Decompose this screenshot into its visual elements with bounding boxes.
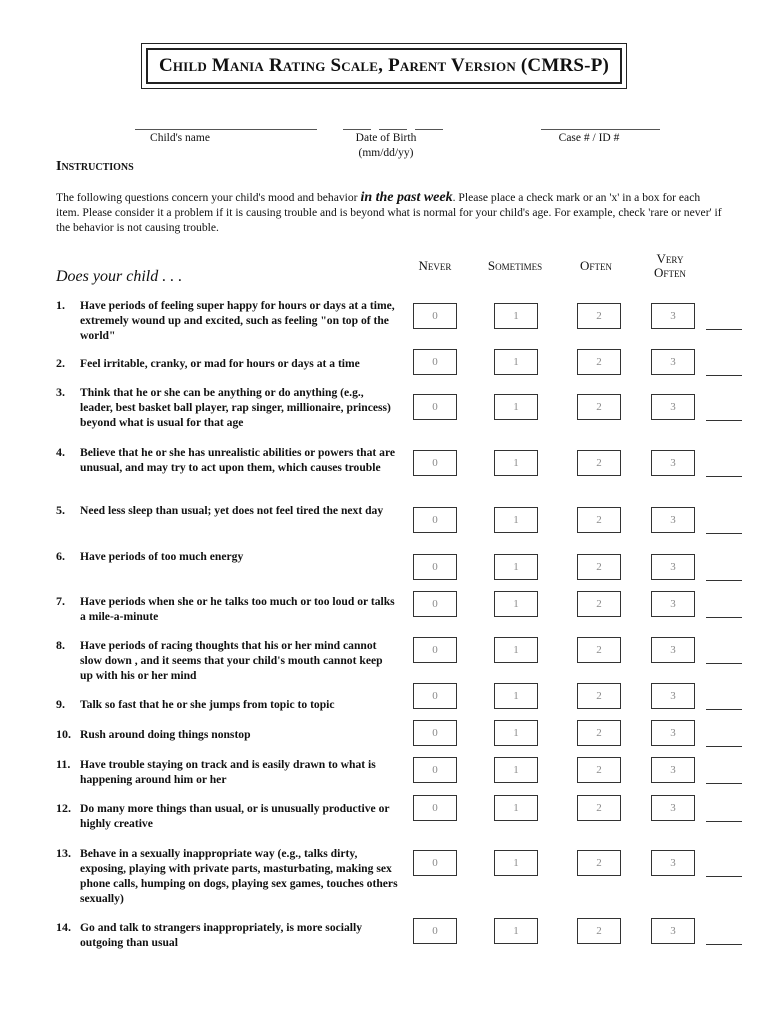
response-box-very-often[interactable]: 3 xyxy=(651,394,695,420)
response-box-often[interactable]: 2 xyxy=(577,450,621,476)
item-number: 3. xyxy=(56,385,65,399)
response-box-never[interactable]: 0 xyxy=(413,349,457,375)
item-number: 5. xyxy=(56,503,65,517)
response-box-never[interactable]: 0 xyxy=(413,683,457,709)
item-text: Have periods of feeling super happy for hours or days at a time, extremely wound up and excited, such as feeling "on top of the world" xyxy=(80,299,395,342)
case-id-line[interactable] xyxy=(541,129,660,130)
item-text: Feel irritable, cranky, or mad for hours or days at a time xyxy=(80,357,360,370)
response-box-sometimes[interactable]: 1 xyxy=(494,720,538,746)
response-box-never[interactable]: 0 xyxy=(413,394,457,420)
response-box-often[interactable]: 2 xyxy=(577,795,621,821)
response-box-never[interactable]: 0 xyxy=(413,554,457,580)
response-box-sometimes[interactable]: 1 xyxy=(494,757,538,783)
item-text: Have periods of too much energy xyxy=(80,550,244,563)
dob-day-line[interactable] xyxy=(379,129,407,130)
score-blank-line[interactable] xyxy=(706,821,742,822)
response-box-often[interactable]: 2 xyxy=(577,394,621,420)
response-box-very-often[interactable]: 3 xyxy=(651,507,695,533)
instructions-emphasis: in the past week xyxy=(360,190,453,205)
response-box-often[interactable]: 2 xyxy=(577,850,621,876)
response-box-never[interactable]: 0 xyxy=(413,918,457,944)
response-box-very-often[interactable]: 3 xyxy=(651,450,695,476)
response-box-often[interactable]: 2 xyxy=(577,637,621,663)
response-box-sometimes[interactable]: 1 xyxy=(494,349,538,375)
question-prompt: Does your child . . . xyxy=(56,268,183,285)
response-box-often[interactable]: 2 xyxy=(577,757,621,783)
response-box-very-often[interactable]: 3 xyxy=(651,349,695,375)
item-text: Think that he or she can be anything or do anything (e.g., leader, best basket ball player, rap singer, millionaire, princess) beyond what is usual for that age xyxy=(80,386,391,429)
response-box-sometimes[interactable]: 1 xyxy=(494,683,538,709)
response-box-sometimes[interactable]: 1 xyxy=(494,394,538,420)
response-box-often[interactable]: 2 xyxy=(577,554,621,580)
score-blank-line[interactable] xyxy=(706,580,742,581)
item-number: 2. xyxy=(56,356,65,370)
score-blank-line[interactable] xyxy=(706,617,742,618)
score-blank-line[interactable] xyxy=(706,783,742,784)
response-box-very-often[interactable]: 3 xyxy=(651,683,695,709)
response-box-often[interactable]: 2 xyxy=(577,720,621,746)
title-inner-frame xyxy=(146,48,622,84)
response-box-very-often[interactable]: 3 xyxy=(651,850,695,876)
dob-month-line[interactable] xyxy=(343,129,371,130)
response-box-often[interactable]: 2 xyxy=(577,349,621,375)
score-blank-line[interactable] xyxy=(706,746,742,747)
response-box-very-often[interactable]: 3 xyxy=(651,918,695,944)
item-text: Talk so fast that he or she jumps from topic to topic xyxy=(80,698,335,711)
item-number: 14. xyxy=(56,920,71,934)
response-box-never[interactable]: 0 xyxy=(413,450,457,476)
response-box-sometimes[interactable]: 1 xyxy=(494,450,538,476)
item-text: Have periods when she or he talks too much or too loud or talks a mile-a-minute xyxy=(80,595,395,623)
item-number: 8. xyxy=(56,638,65,652)
score-blank-line[interactable] xyxy=(706,375,742,376)
item-number: 9. xyxy=(56,697,65,711)
response-box-sometimes[interactable]: 1 xyxy=(494,637,538,663)
title-frame xyxy=(141,43,627,89)
child-name-label: Child's name xyxy=(150,132,210,144)
response-box-very-often[interactable]: 3 xyxy=(651,637,695,663)
response-box-sometimes[interactable]: 1 xyxy=(494,591,538,617)
item-text: Have periods of racing thoughts that his or her mind cannot slow down , and it seems that your child's mouth cannot keep up with his or her mind xyxy=(80,639,383,682)
response-box-often[interactable]: 2 xyxy=(577,507,621,533)
score-blank-line[interactable] xyxy=(706,533,742,534)
instructions-text-before: The following questions concern your child's mood and behavior xyxy=(56,191,361,204)
response-box-very-often[interactable]: 3 xyxy=(651,303,695,329)
response-box-very-often[interactable]: 3 xyxy=(651,720,695,746)
item-number: 1. xyxy=(56,298,65,312)
response-box-sometimes[interactable]: 1 xyxy=(494,507,538,533)
response-box-never[interactable]: 0 xyxy=(413,850,457,876)
score-blank-line[interactable] xyxy=(706,329,742,330)
case-id-label: Case # / ID # xyxy=(558,132,620,144)
item-number: 12. xyxy=(56,801,71,815)
item-number: 10. xyxy=(56,727,71,741)
response-box-never[interactable]: 0 xyxy=(413,637,457,663)
item-text: Have trouble staying on track and is easily drawn to what is happening around him or her xyxy=(80,758,376,786)
column-often: Often xyxy=(580,258,612,273)
column-very-often: Very Often xyxy=(654,251,686,280)
response-box-very-often[interactable]: 3 xyxy=(651,591,695,617)
score-blank-line[interactable] xyxy=(706,476,742,477)
item-number: 11. xyxy=(56,757,71,771)
child-name-line[interactable] xyxy=(135,129,317,130)
score-blank-line[interactable] xyxy=(706,709,742,710)
score-blank-line[interactable] xyxy=(706,876,742,877)
item-number: 7. xyxy=(56,594,65,608)
response-box-often[interactable]: 2 xyxy=(577,303,621,329)
response-box-sometimes[interactable]: 1 xyxy=(494,850,538,876)
response-box-very-often[interactable]: 3 xyxy=(651,795,695,821)
response-box-very-often[interactable]: 3 xyxy=(651,757,695,783)
instructions-text xyxy=(56,190,722,235)
instructions-heading: Instructions xyxy=(56,159,134,174)
response-box-never[interactable]: 0 xyxy=(413,720,457,746)
dob-label: Date of Birth xyxy=(355,132,417,144)
score-blank-line[interactable] xyxy=(706,420,742,421)
score-blank-line[interactable] xyxy=(706,663,742,664)
response-box-sometimes[interactable]: 1 xyxy=(494,554,538,580)
instructions-text-after: . Please place a check mark or an 'x' in a box for each item. Please consider it a problem if it is causing trouble and is beyond what is normal for your child's age. For example, check 'rare or never' if the behavior is not causing trouble. xyxy=(56,191,722,234)
response-box-often[interactable]: 2 xyxy=(577,918,621,944)
item-text: Go and talk to strangers inappropriately, is more socially outgoing than usual xyxy=(80,921,363,949)
item-text: Need less sleep than usual; yet does not feel tired the next day xyxy=(80,504,384,517)
dob-year-line[interactable] xyxy=(415,129,443,130)
response-box-sometimes[interactable]: 1 xyxy=(494,918,538,944)
response-box-sometimes[interactable]: 1 xyxy=(494,303,538,329)
response-box-never[interactable]: 0 xyxy=(413,507,457,533)
response-box-never[interactable]: 0 xyxy=(413,795,457,821)
column-sometimes: Sometimes xyxy=(487,258,543,273)
item-number: 13. xyxy=(56,846,71,860)
column-never: Never xyxy=(418,258,452,273)
item-number: 4. xyxy=(56,445,65,459)
response-box-very-often[interactable]: 3 xyxy=(651,554,695,580)
item-text: Do many more things than usual, or is unusually productive or highly creative xyxy=(80,802,390,830)
response-box-never[interactable]: 0 xyxy=(413,591,457,617)
item-text: Believe that he or she has unrealistic abilities or powers that are unusual, and may try to act upon them, which causes trouble xyxy=(80,446,396,474)
item-text: Behave in a sexually inappropriate way (e.g., talks dirty, exposing, playing with private parts, masturbating, making sex phone calls, humping on dogs, playing sex games, touches others sexually) xyxy=(80,847,398,905)
item-number: 6. xyxy=(56,549,65,563)
response-box-often[interactable]: 2 xyxy=(577,683,621,709)
page-title: Child Mania Rating Scale, Parent Version (CMRS-P) xyxy=(158,55,610,76)
score-blank-line[interactable] xyxy=(706,944,742,945)
response-box-never[interactable]: 0 xyxy=(413,757,457,783)
dob-format-label: (mm/dd/yy) xyxy=(358,147,414,159)
response-box-often[interactable]: 2 xyxy=(577,591,621,617)
response-box-never[interactable]: 0 xyxy=(413,303,457,329)
response-box-sometimes[interactable]: 1 xyxy=(494,795,538,821)
item-text: Rush around doing things nonstop xyxy=(80,728,251,741)
